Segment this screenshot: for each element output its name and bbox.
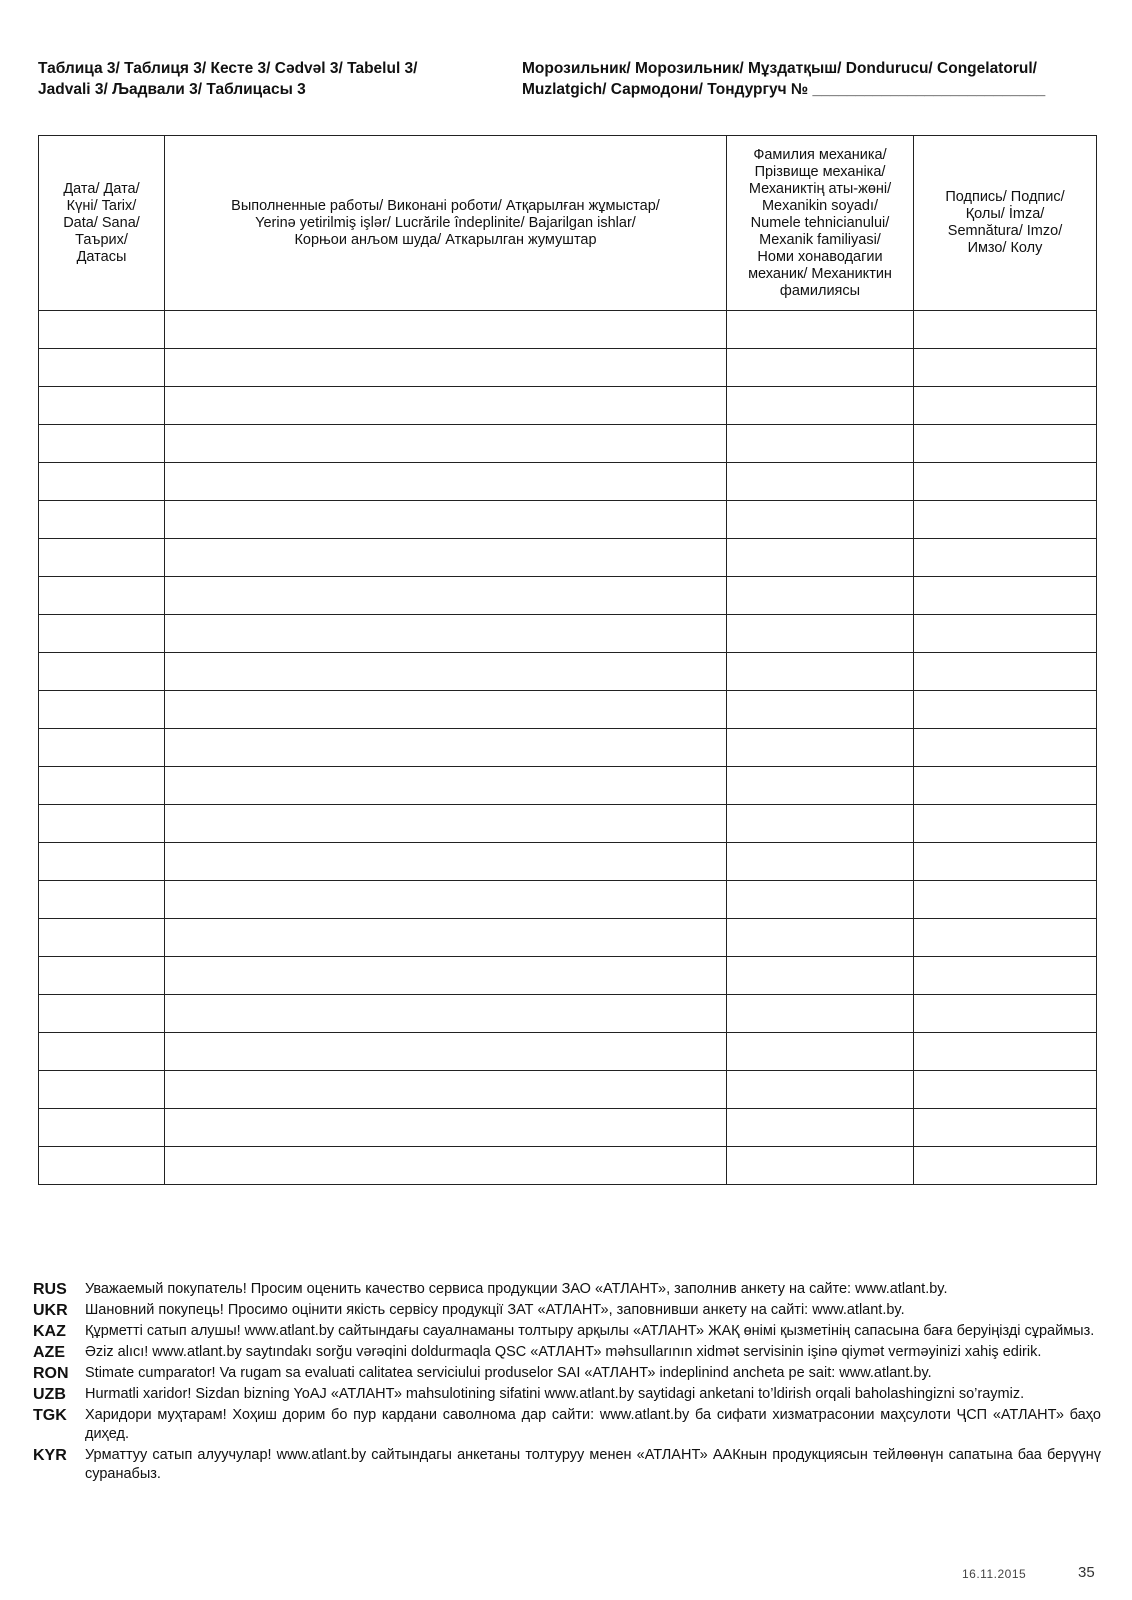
table-row	[39, 729, 1097, 767]
work-cell[interactable]	[165, 463, 727, 501]
work-cell[interactable]	[165, 615, 727, 653]
work-cell[interactable]	[165, 311, 727, 349]
signature-cell[interactable]	[914, 1147, 1097, 1185]
mechanic-cell[interactable]	[727, 843, 914, 881]
signature-cell[interactable]	[914, 1033, 1097, 1071]
notice-text: Құрметті сатып алушы! www.atlant.by сайтындағы сауалнаманы толтыру арқылы «АТЛАНТ» ЖАҚ өнімі қызметінің сапасына баға беруіңізді сұраймыз.	[85, 1323, 1095, 1339]
table-row	[39, 1109, 1097, 1147]
notice-line	[33, 1301, 1101, 1320]
table-row	[39, 1147, 1097, 1185]
signature-cell[interactable]	[914, 843, 1097, 881]
table-row	[39, 425, 1097, 463]
date-cell[interactable]	[39, 919, 165, 957]
date-cell[interactable]	[39, 1033, 165, 1071]
table-row	[39, 311, 1097, 349]
date-cell[interactable]	[39, 501, 165, 539]
customer-survey-notice	[33, 1280, 1101, 1486]
mechanic-cell[interactable]	[727, 577, 914, 615]
notice-text: Уважаемый покупатель! Просим оценить качество сервиса продукции ЗАО «АТЛАНТ», заполнив анкету на сайте: www.atlant.by.	[85, 1281, 948, 1297]
signature-cell[interactable]	[914, 615, 1097, 653]
date-cell[interactable]	[39, 577, 165, 615]
notice-text: Харидори муҳтарам! Хоҳиш дорим бо пур кардани саволнома дар сайти: www.atlant.by ба сифати хизматрасонии маҳсулоти ҶСП «АТЛАНТ» баҳо диҳед.	[85, 1407, 1101, 1442]
mechanic-cell[interactable]	[727, 1147, 914, 1185]
column-header-mechanic	[727, 136, 914, 311]
header-line: Күні/ Tarix/	[66, 197, 137, 214]
header-line: Номи хонаводагии	[757, 248, 883, 265]
mechanic-cell[interactable]	[727, 1109, 914, 1147]
header-line: Қолы/ İmza/	[965, 206, 1045, 222]
work-cell[interactable]	[165, 1109, 727, 1147]
header-line: Data/ Sana/	[63, 214, 140, 231]
notice-line	[33, 1385, 1101, 1404]
language-code: AZE	[33, 1344, 65, 1361]
signature-cell[interactable]	[914, 767, 1097, 805]
header-line: Дата/ Дата/	[63, 180, 140, 197]
work-cell[interactable]	[165, 919, 727, 957]
work-cell[interactable]	[165, 349, 727, 387]
work-cell[interactable]	[165, 1147, 727, 1185]
notice-text: Урматтуу сатып алуучулар! www.atlant.by сайтындагы анкетаны толтуруу менен «АТЛАНТ» ААКнын продукциясын тейлөөнүн сапатына баа берүүнү суранабыз.	[85, 1447, 1101, 1482]
table-row	[39, 577, 1097, 615]
work-cell[interactable]	[165, 653, 727, 691]
mechanic-cell[interactable]	[727, 691, 914, 729]
signature-cell[interactable]	[914, 881, 1097, 919]
date-cell[interactable]	[39, 425, 165, 463]
table-row	[39, 1033, 1097, 1071]
signature-cell[interactable]	[914, 349, 1097, 387]
column-header-work	[165, 136, 727, 311]
work-cell[interactable]	[165, 729, 727, 767]
header-line: фамилиясы	[779, 282, 861, 299]
notice-line	[33, 1446, 1101, 1484]
date-cell[interactable]	[39, 805, 165, 843]
date-cell[interactable]	[39, 881, 165, 919]
column-header-date	[39, 136, 165, 311]
date-cell[interactable]	[39, 387, 165, 425]
table-caption-line-2: Jadvali 3/ Љадвали 3/ Таблицасы 3	[38, 81, 306, 98]
table-row	[39, 653, 1097, 691]
header-line: Таърих/	[75, 231, 128, 248]
table-header-row	[39, 136, 1097, 311]
header-line: Имзо/ Колу	[967, 240, 1043, 256]
mechanic-cell[interactable]	[727, 919, 914, 957]
mechanic-cell[interactable]	[727, 957, 914, 995]
date-cell[interactable]	[39, 311, 165, 349]
signature-cell[interactable]	[914, 691, 1097, 729]
language-code: KAZ	[33, 1323, 66, 1340]
appliance-caption-line-1: Морозильник/ Морозильник/ Мұздатқыш/ Dondurucu/ Congelatorul/	[522, 60, 1037, 77]
header-line: Корњои анљом шуда/ Аткарылган жумуштар	[294, 231, 597, 248]
mechanic-cell[interactable]	[727, 311, 914, 349]
notice-line	[33, 1406, 1101, 1444]
header-line: Подпись/ Подпис/	[945, 189, 1065, 205]
signature-cell[interactable]	[914, 501, 1097, 539]
signature-cell[interactable]	[914, 1071, 1097, 1109]
table-row	[39, 957, 1097, 995]
notice-line	[33, 1343, 1101, 1362]
signature-cell[interactable]	[914, 729, 1097, 767]
appliance-caption-line-2: Muzlatgich/ Сармодони/ Тондургуч № ___________________________	[522, 81, 1046, 98]
work-cell[interactable]	[165, 425, 727, 463]
mechanic-cell[interactable]	[727, 805, 914, 843]
table-row	[39, 1071, 1097, 1109]
mechanic-cell[interactable]	[727, 387, 914, 425]
table-row	[39, 805, 1097, 843]
work-cell[interactable]	[165, 577, 727, 615]
header-line: Semnătura/ Imzo/	[947, 223, 1063, 239]
signature-cell[interactable]	[914, 577, 1097, 615]
header-line: Прізвище механіка/	[754, 163, 886, 180]
language-code: TGK	[33, 1407, 67, 1424]
table-body	[39, 311, 1097, 1185]
table-row	[39, 501, 1097, 539]
date-cell[interactable]	[39, 843, 165, 881]
signature-cell[interactable]	[914, 387, 1097, 425]
header-line: Датасы	[76, 248, 127, 265]
mechanic-cell[interactable]	[727, 615, 914, 653]
table-row	[39, 349, 1097, 387]
header-line: Mexanik familiyasi/	[759, 231, 881, 248]
notice-text: Stimate cumparator! Va rugam sa evaluati calitatea serviciului produselor SAI «АТЛАНТ» indeplinind ancheta pe sait: www.atlant.by.	[85, 1365, 932, 1381]
signature-cell[interactable]	[914, 653, 1097, 691]
work-cell[interactable]	[165, 767, 727, 805]
work-cell[interactable]	[165, 1033, 727, 1071]
header-line: Механиктің аты-жөні/	[748, 180, 892, 197]
work-cell[interactable]	[165, 501, 727, 539]
language-code: KYR	[33, 1447, 67, 1464]
date-cell[interactable]	[39, 691, 165, 729]
mechanic-cell[interactable]	[727, 653, 914, 691]
table-row	[39, 767, 1097, 805]
mechanic-cell[interactable]	[727, 1071, 914, 1109]
work-cell[interactable]	[165, 387, 727, 425]
date-cell[interactable]	[39, 1147, 165, 1185]
notice-text: Шановний покупець! Просимо оцінити якість сервісу продукції ЗАТ «АТЛАНТ», заповнивши анкету на сайті: www.atlant.by.	[85, 1302, 905, 1318]
mechanic-cell[interactable]	[727, 501, 914, 539]
work-cell[interactable]	[165, 691, 727, 729]
appliance-caption	[522, 58, 1102, 100]
table-row	[39, 539, 1097, 577]
table-row	[39, 995, 1097, 1033]
table-row	[39, 387, 1097, 425]
work-cell[interactable]	[165, 805, 727, 843]
date-cell[interactable]	[39, 539, 165, 577]
language-code: RON	[33, 1365, 69, 1382]
date-cell[interactable]	[39, 767, 165, 805]
notice-text: Hurmatli xaridor! Sizdan bizning YoAJ «АТЛАНТ» mahsulotining sifatini www.atlant.by saytidagi anketani to’ldirish orqali baholashingizni so’raymiz.	[85, 1386, 1025, 1402]
date-cell[interactable]	[39, 615, 165, 653]
work-cell[interactable]	[165, 995, 727, 1033]
table-caption-line-1: Таблица 3/ Таблиця 3/ Кесте 3/ Cədvəl 3/ Tabelul 3/	[38, 60, 418, 77]
work-cell[interactable]	[165, 843, 727, 881]
notice-line	[33, 1280, 1101, 1299]
date-cell[interactable]	[39, 1109, 165, 1147]
work-cell[interactable]	[165, 957, 727, 995]
header-line: механик/ Механиктин	[748, 265, 892, 282]
table-row	[39, 919, 1097, 957]
print-date: 16.11.2015	[962, 1567, 1027, 1581]
mechanic-cell[interactable]	[727, 463, 914, 501]
signature-cell[interactable]	[914, 919, 1097, 957]
table-row	[39, 881, 1097, 919]
header-line: Фамилия механика/	[753, 146, 887, 163]
date-cell[interactable]	[39, 957, 165, 995]
signature-cell[interactable]	[914, 1109, 1097, 1147]
mechanic-cell[interactable]	[727, 767, 914, 805]
signature-cell[interactable]	[914, 463, 1097, 501]
mechanic-cell[interactable]	[727, 539, 914, 577]
mechanic-cell[interactable]	[727, 995, 914, 1033]
header-line: Mexanikin soyadı/	[761, 197, 879, 214]
header-line: Yerinə yetirilmiş işlər/ Lucrările îndeplinite/ Bajarilgan ishlar/	[255, 214, 636, 231]
signature-cell[interactable]	[914, 995, 1097, 1033]
page-number: 35	[1078, 1564, 1095, 1581]
table-row	[39, 615, 1097, 653]
header-line: Numele tehnicianului/	[750, 214, 890, 231]
table-row	[39, 463, 1097, 501]
date-cell[interactable]	[39, 463, 165, 501]
work-cell[interactable]	[165, 1071, 727, 1109]
work-cell[interactable]	[165, 881, 727, 919]
language-code: RUS	[33, 1281, 67, 1298]
date-cell[interactable]	[39, 653, 165, 691]
header-line: Выполненные работы/ Виконані роботи/ Атқарылған жұмыстар/	[231, 197, 660, 214]
table-row	[39, 691, 1097, 729]
date-cell[interactable]	[39, 349, 165, 387]
language-code: UZB	[33, 1386, 66, 1403]
mechanic-cell[interactable]	[727, 1033, 914, 1071]
mechanic-cell[interactable]	[727, 881, 914, 919]
date-cell[interactable]	[39, 729, 165, 767]
table-caption	[38, 58, 498, 100]
notice-line	[33, 1322, 1101, 1341]
language-code: UKR	[33, 1302, 68, 1319]
notice-line	[33, 1364, 1101, 1383]
signature-cell[interactable]	[914, 805, 1097, 843]
work-cell[interactable]	[165, 539, 727, 577]
notice-text: Əziz alıcı! www.atlant.by saytındakı sorğu vərəqini doldurmaqla QSC «АТЛАНТ» məhsullarının xidmət servisinin işinə qiymət verməyinizi xahiş edirik.	[85, 1344, 1042, 1360]
mechanic-cell[interactable]	[727, 425, 914, 463]
signature-cell[interactable]	[914, 539, 1097, 577]
service-log-table	[38, 135, 1097, 1185]
signature-cell[interactable]	[914, 311, 1097, 349]
table-row	[39, 843, 1097, 881]
signature-cell[interactable]	[914, 957, 1097, 995]
date-cell[interactable]	[39, 1071, 165, 1109]
mechanic-cell[interactable]	[727, 729, 914, 767]
date-cell[interactable]	[39, 995, 165, 1033]
mechanic-cell[interactable]	[727, 349, 914, 387]
column-header-signature	[914, 136, 1097, 311]
signature-cell[interactable]	[914, 425, 1097, 463]
